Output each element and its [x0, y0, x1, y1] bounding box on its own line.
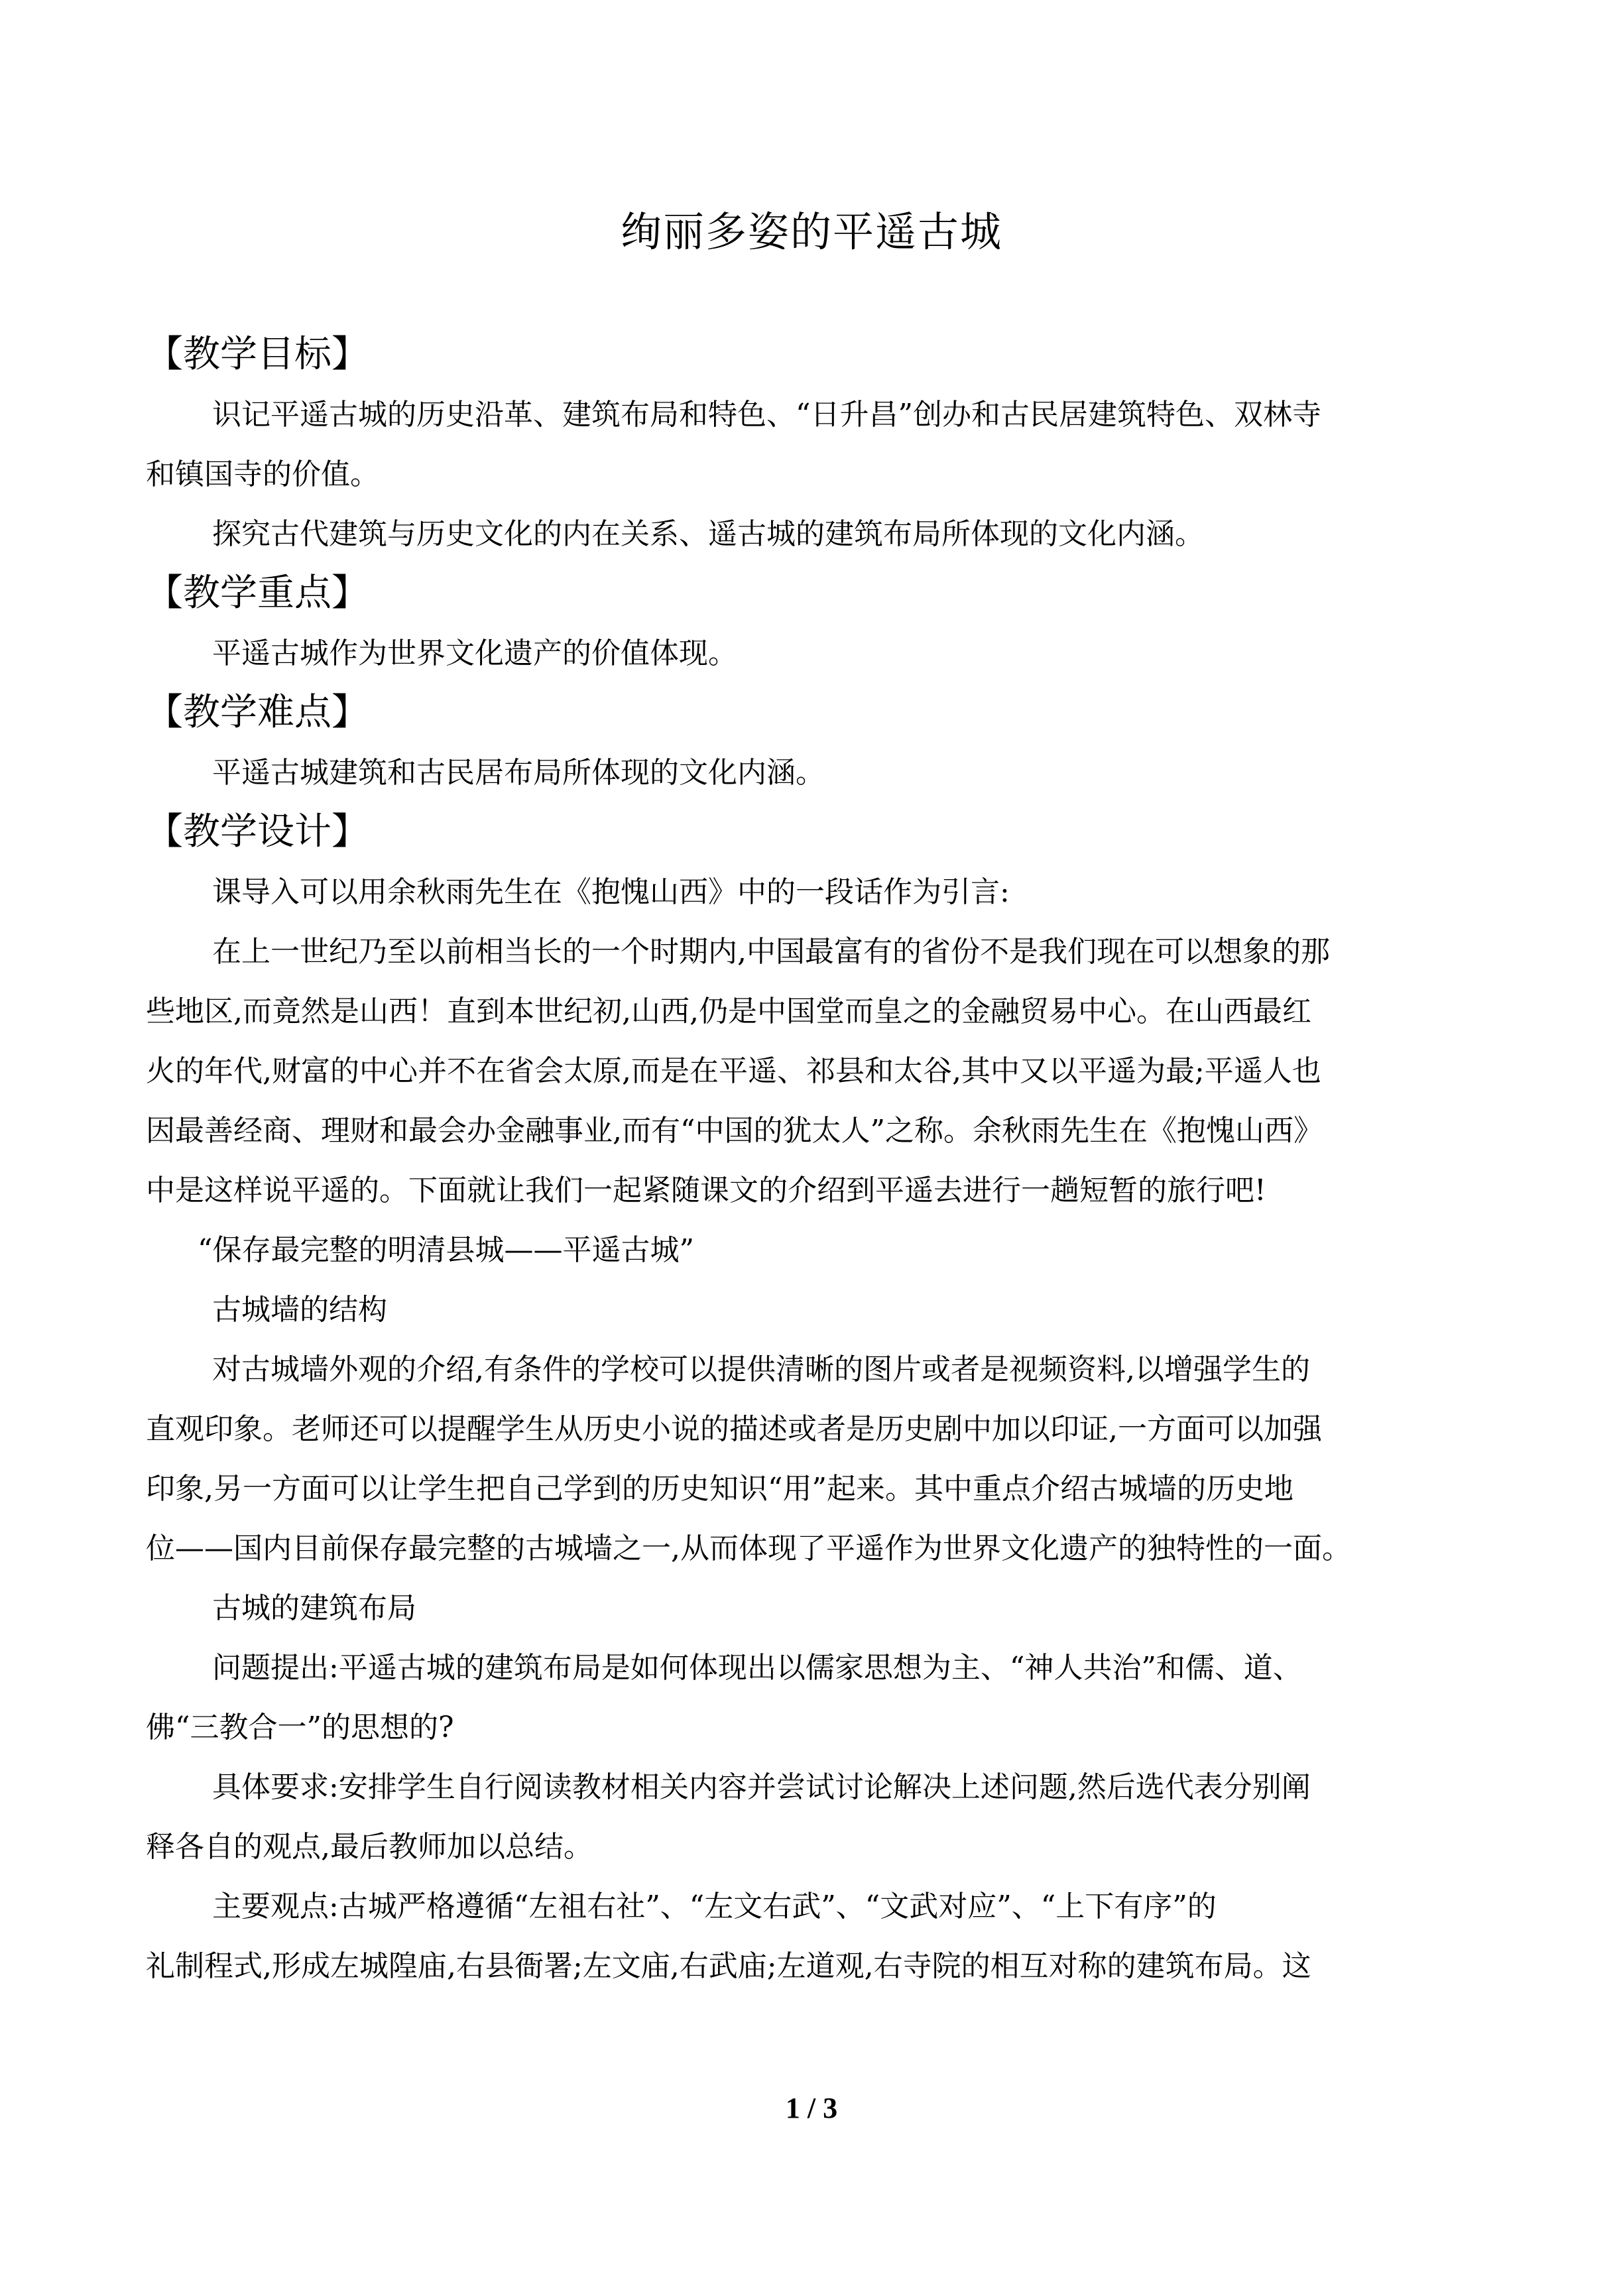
paragraph-line: 平遥古城作为世界文化遗产的价值体现。	[212, 636, 737, 670]
paragraph-line: 中是这样说平遥的。下面就让我们一起紧随课文的介绍到平遥去进行一趟短暂的旅行吧!	[146, 1174, 1266, 1207]
paragraph-line: 古城墙的结构	[212, 1293, 387, 1327]
paragraph-line: 佛“三教合一”的思想的?	[146, 1711, 454, 1744]
section-heading-design: 【教学设计】	[146, 810, 369, 853]
section-heading-difficulties: 【教学难点】	[146, 691, 369, 734]
paragraph-line: 主要观点:古城严格遵循“左祖右社”、“左文右武”、“文武对应”、“上下有序”的	[212, 1890, 1217, 1923]
paragraph-line: 问题提出:平遥古城的建筑布局是如何体现出以儒家思想为主、“神人共治”和儒、道、	[212, 1651, 1302, 1685]
paragraph-line: 印象,另一方面可以让学生把自己学到的历史知识“用”起来。其中重点介绍古城墙的历史地	[146, 1472, 1293, 1506]
paragraph-line: 位——国内目前保存最完整的古城墙之一,从而体现了平遥作为世界文化遗产的独特性的一面。	[146, 1532, 1351, 1565]
paragraph-line: 识记平遥古城的历史沿革、建筑布局和特色、“日升昌”创办和古民居建筑特色、双林寺	[212, 398, 1321, 432]
paragraph-line: 火的年代,财富的中心并不在省会太原,而是在平遥、祁县和太谷,其中又以平遥为最;平遥人也	[146, 1054, 1321, 1088]
paragraph-line: 些地区,而竟然是山西！直到本世纪初,山西,仍是中国堂而皇之的金融贸易中心。在山西最红	[146, 995, 1311, 1028]
section-heading-goals: 【教学目标】	[146, 333, 369, 376]
paragraph-line: 平遥古城建筑和古民居布局所体现的文化内涵。	[212, 756, 825, 790]
paragraph-line: 和镇国寺的价值。	[146, 457, 379, 491]
paragraph-line: 直观印象。老师还可以提醒学生从历史小说的描述或者是历史剧中加以印证,一方面可以加强	[146, 1412, 1322, 1446]
paragraph-line: 古城的建筑布局	[212, 1591, 416, 1625]
paragraph-line: 具体要求:安排学生自行阅读教材相关内容并尝试讨论解决上述问题,然后选代表分别阐	[212, 1770, 1311, 1804]
section-heading-key-points: 【教学重点】	[146, 572, 369, 615]
document-title: 绚丽多姿的平遥古城	[620, 208, 1002, 256]
paragraph-line: 在上一世纪乃至以前相当长的一个时期内,中国最富有的省份不是我们现在可以想象的那	[212, 935, 1330, 969]
paragraph-line: 释各自的观点,最后教师加以总结。	[146, 1830, 593, 1864]
paragraph-line: 课导入可以用余秋雨先生在《抱愧山西》中的一段话作为引言:	[212, 875, 1010, 909]
paragraph-line: 对古城墙外观的介绍,有条件的学校可以提供清晰的图片或者是视频资料,以增强学生的	[212, 1353, 1310, 1386]
paragraph-line: “保存最完整的明清县城——平遥古城”	[198, 1233, 694, 1267]
page-number: 1 / 3	[785, 2092, 838, 2124]
paragraph-line: 因最善经商、理财和最会办金融事业,而有“中国的犹太人”之称。余秋雨先生在《抱愧山西》	[146, 1114, 1323, 1148]
paragraph-line: 探究古代建筑与历史文化的内在关系、遥古城的建筑布局所体现的文化内涵。	[212, 517, 1204, 551]
paragraph-line: 礼制程式,形成左城隍庙,右县衙署;左文庙,右武庙;左道观,右寺院的相互对称的建筑布局。这	[146, 1949, 1311, 1983]
